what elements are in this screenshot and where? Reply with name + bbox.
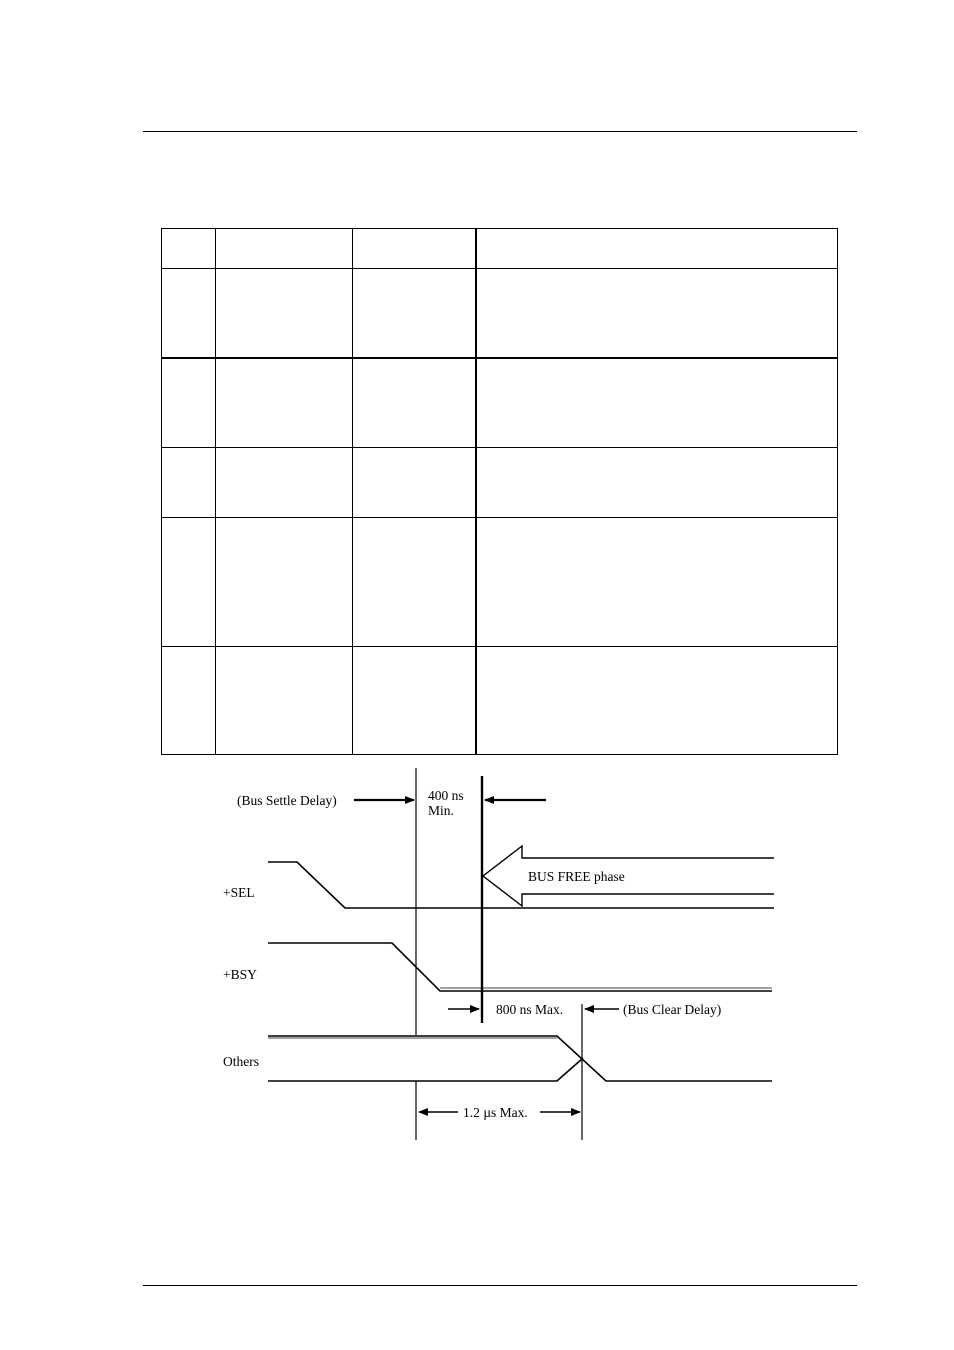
sel-signal-waveform bbox=[268, 862, 774, 908]
t1200-label: 1.2 µs Max. bbox=[463, 1105, 528, 1120]
bus-free-phase-label: BUS FREE phase bbox=[528, 869, 625, 884]
sel-signal-label: +SEL bbox=[223, 885, 255, 900]
bus-settle-delay-label: (Bus Settle Delay) bbox=[237, 793, 337, 808]
bsy-signal-label: +BSY bbox=[223, 967, 257, 982]
t400-min-label: Min. bbox=[428, 803, 454, 818]
bus-clear-delay-label: (Bus Clear Delay) bbox=[623, 1002, 722, 1017]
bsy-signal-waveform bbox=[268, 943, 772, 991]
others-signal-waveform-lower bbox=[268, 1058, 583, 1081]
others-signal-label: Others bbox=[223, 1054, 259, 1069]
others-signal-waveform-upper bbox=[268, 1036, 772, 1081]
t400-label: 400 ns bbox=[428, 788, 464, 803]
t800-label: 800 ns Max. bbox=[496, 1002, 564, 1017]
bus-free-phase-arrow bbox=[483, 846, 774, 906]
footer-rule bbox=[143, 1285, 857, 1286]
